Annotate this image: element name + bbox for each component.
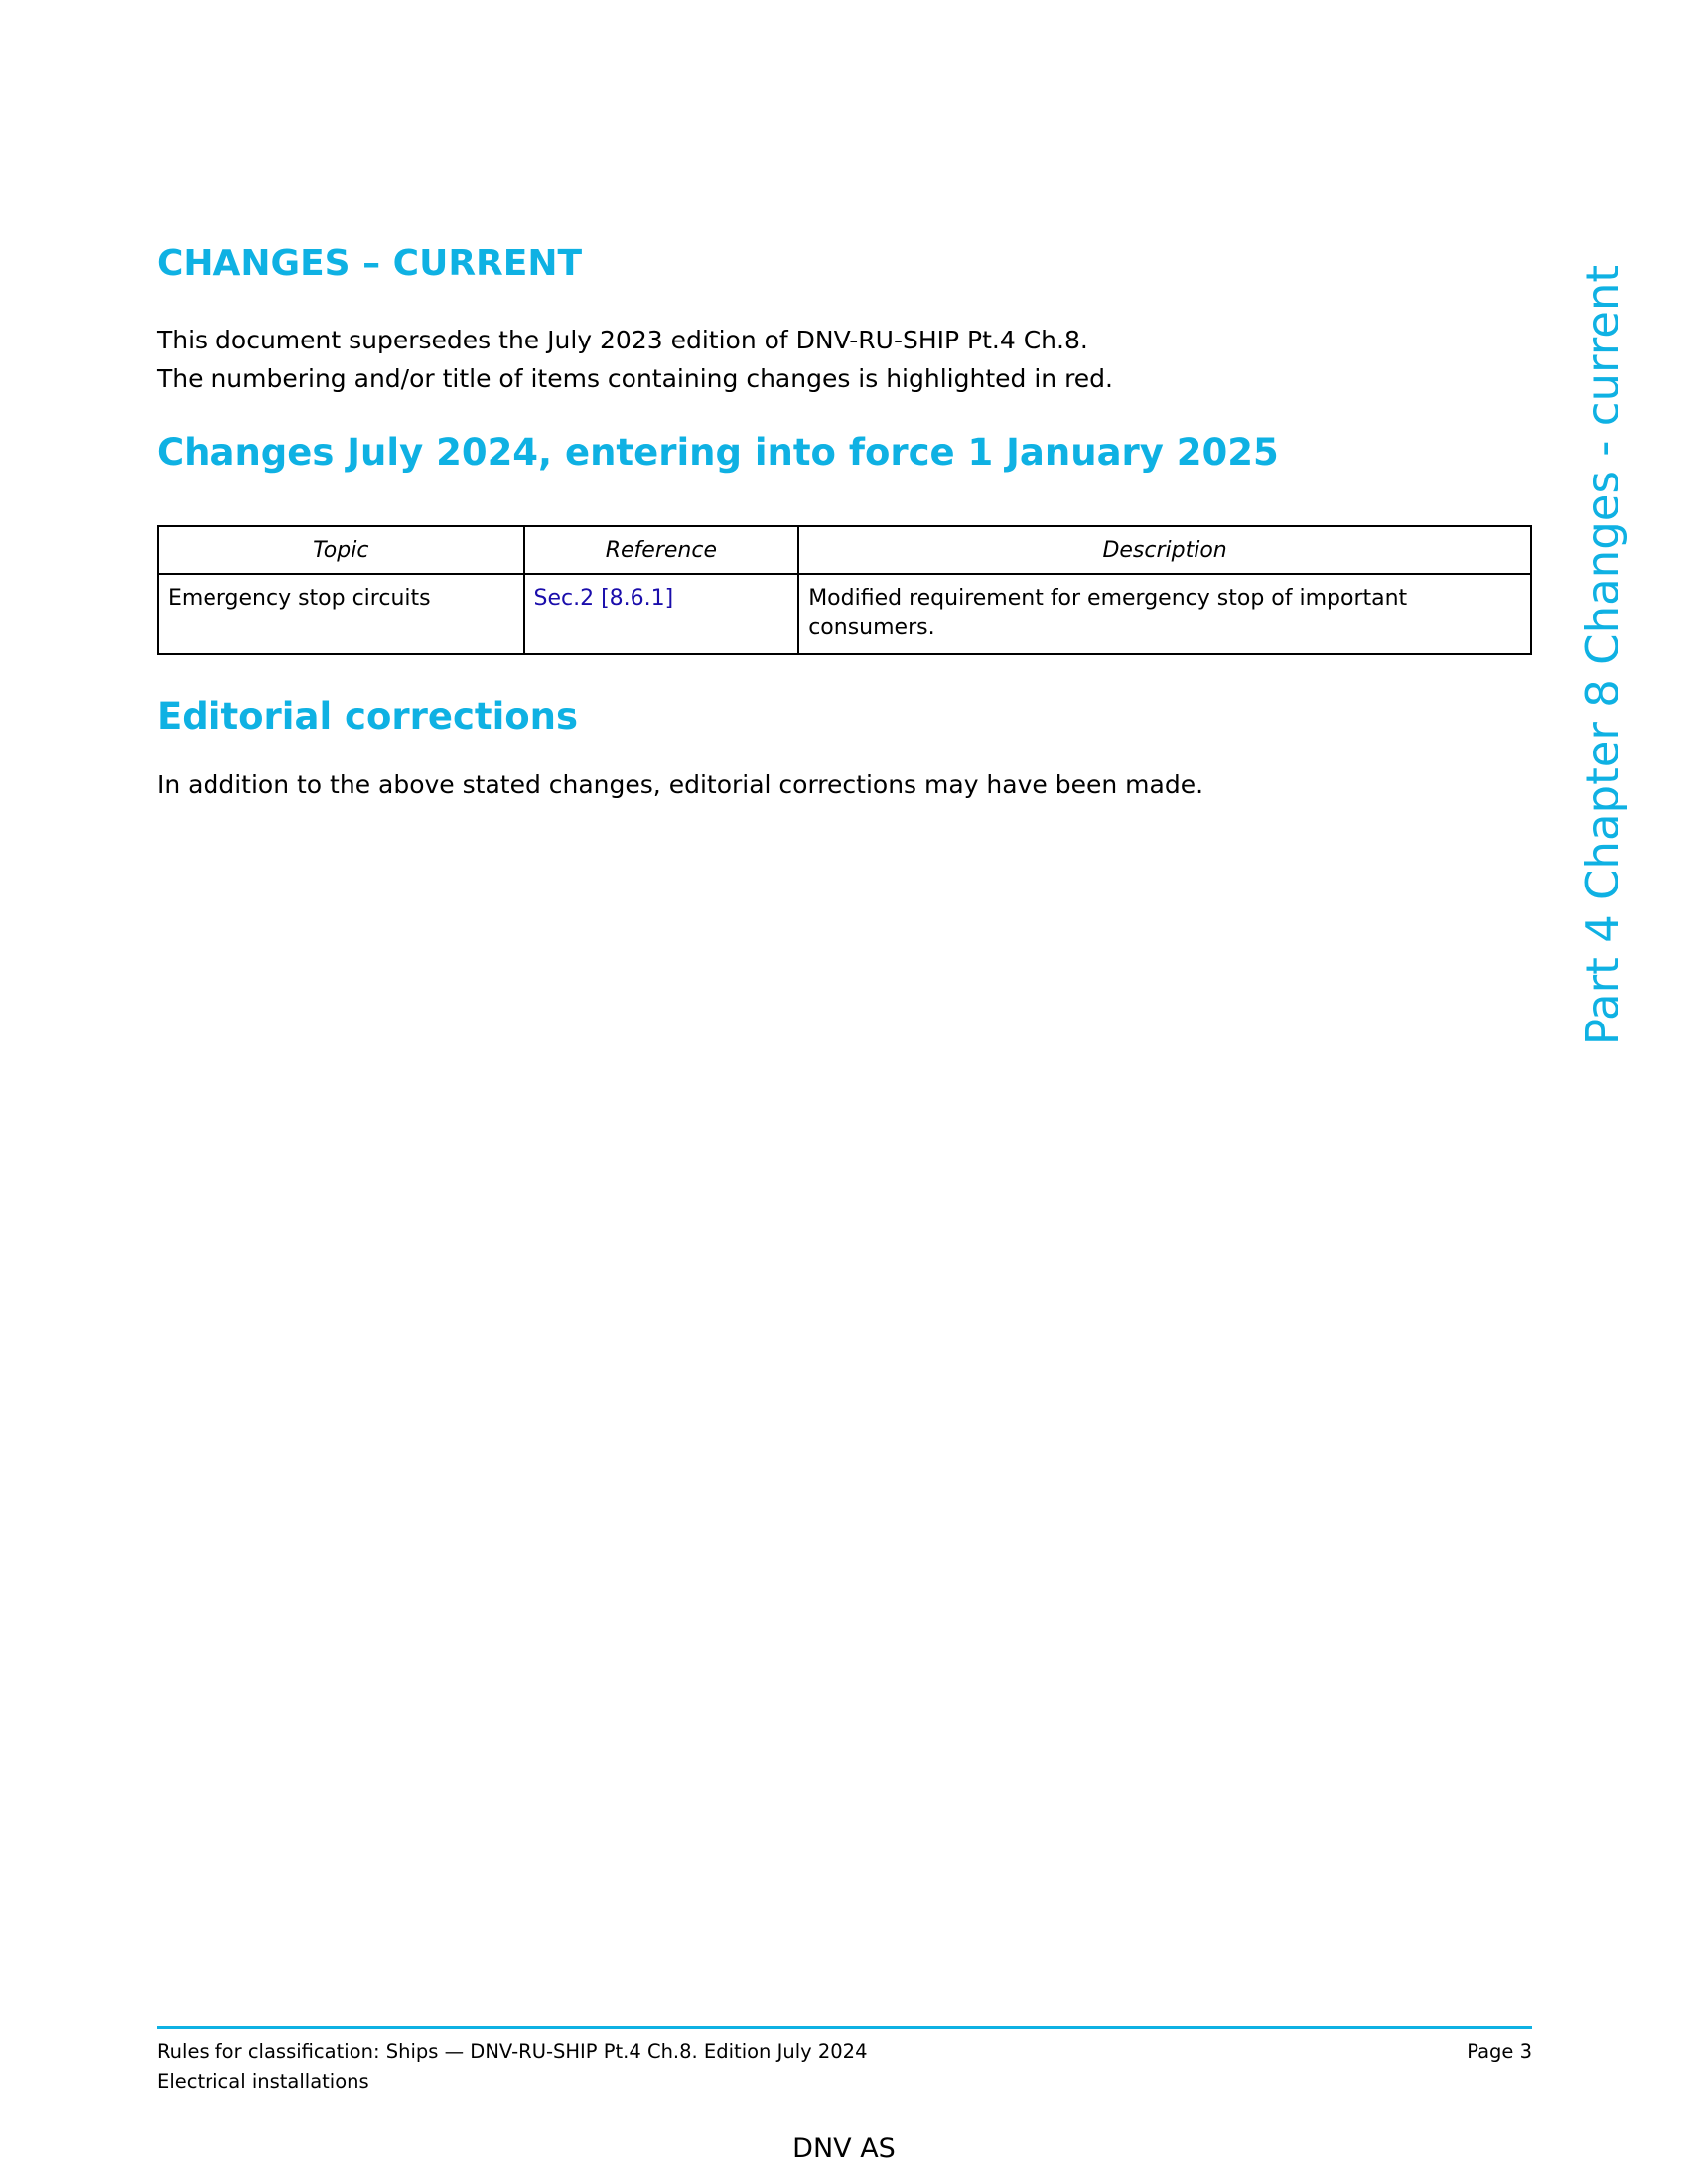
publisher-name: DNV AS	[792, 2133, 896, 2164]
cell-topic: Emergency stop circuits	[158, 574, 524, 654]
reference-link[interactable]: Sec.2 [8.6.1]	[533, 586, 674, 611]
intro-text	[157, 321, 1113, 398]
changes-table	[157, 525, 1532, 655]
cell-reference	[524, 574, 799, 654]
header-description: Description	[798, 526, 1531, 574]
cell-description: Modified requirement for emergency stop of important consumers.	[798, 574, 1531, 654]
page-heading: CHANGES – CURRENT	[157, 243, 583, 284]
header-topic: Topic	[158, 526, 524, 574]
changes-heading: Changes July 2024, entering into force 1 January 2025	[157, 431, 1279, 474]
editorial-heading: Editorial corrections	[157, 695, 579, 738]
header-reference: Reference	[524, 526, 799, 574]
editorial-text: In addition to the above stated changes, editorial corrections may have been made.	[157, 770, 1204, 799]
intro-line-2: The numbering and/or title of items containing changes is highlighted in red.	[157, 364, 1113, 393]
footer-line-2: Electrical installations	[157, 2070, 369, 2093]
intro-line-1: This document supersedes the July 2023 edition of DNV-RU-SHIP Pt.4 Ch.8.	[157, 326, 1088, 354]
table-header-row	[158, 526, 1531, 574]
footer-line-1: Rules for classification: Ships — DNV-RU-SHIP Pt.4 Ch.8. Edition July 2024	[157, 2040, 868, 2063]
footer-divider	[157, 2026, 1532, 2029]
footer-document-info	[157, 2037, 868, 2097]
side-chapter-label: Part 4 Chapter 8 Changes - current	[1576, 264, 1629, 1046]
page-number: Page 3	[1467, 2040, 1532, 2063]
table-row	[158, 574, 1531, 654]
